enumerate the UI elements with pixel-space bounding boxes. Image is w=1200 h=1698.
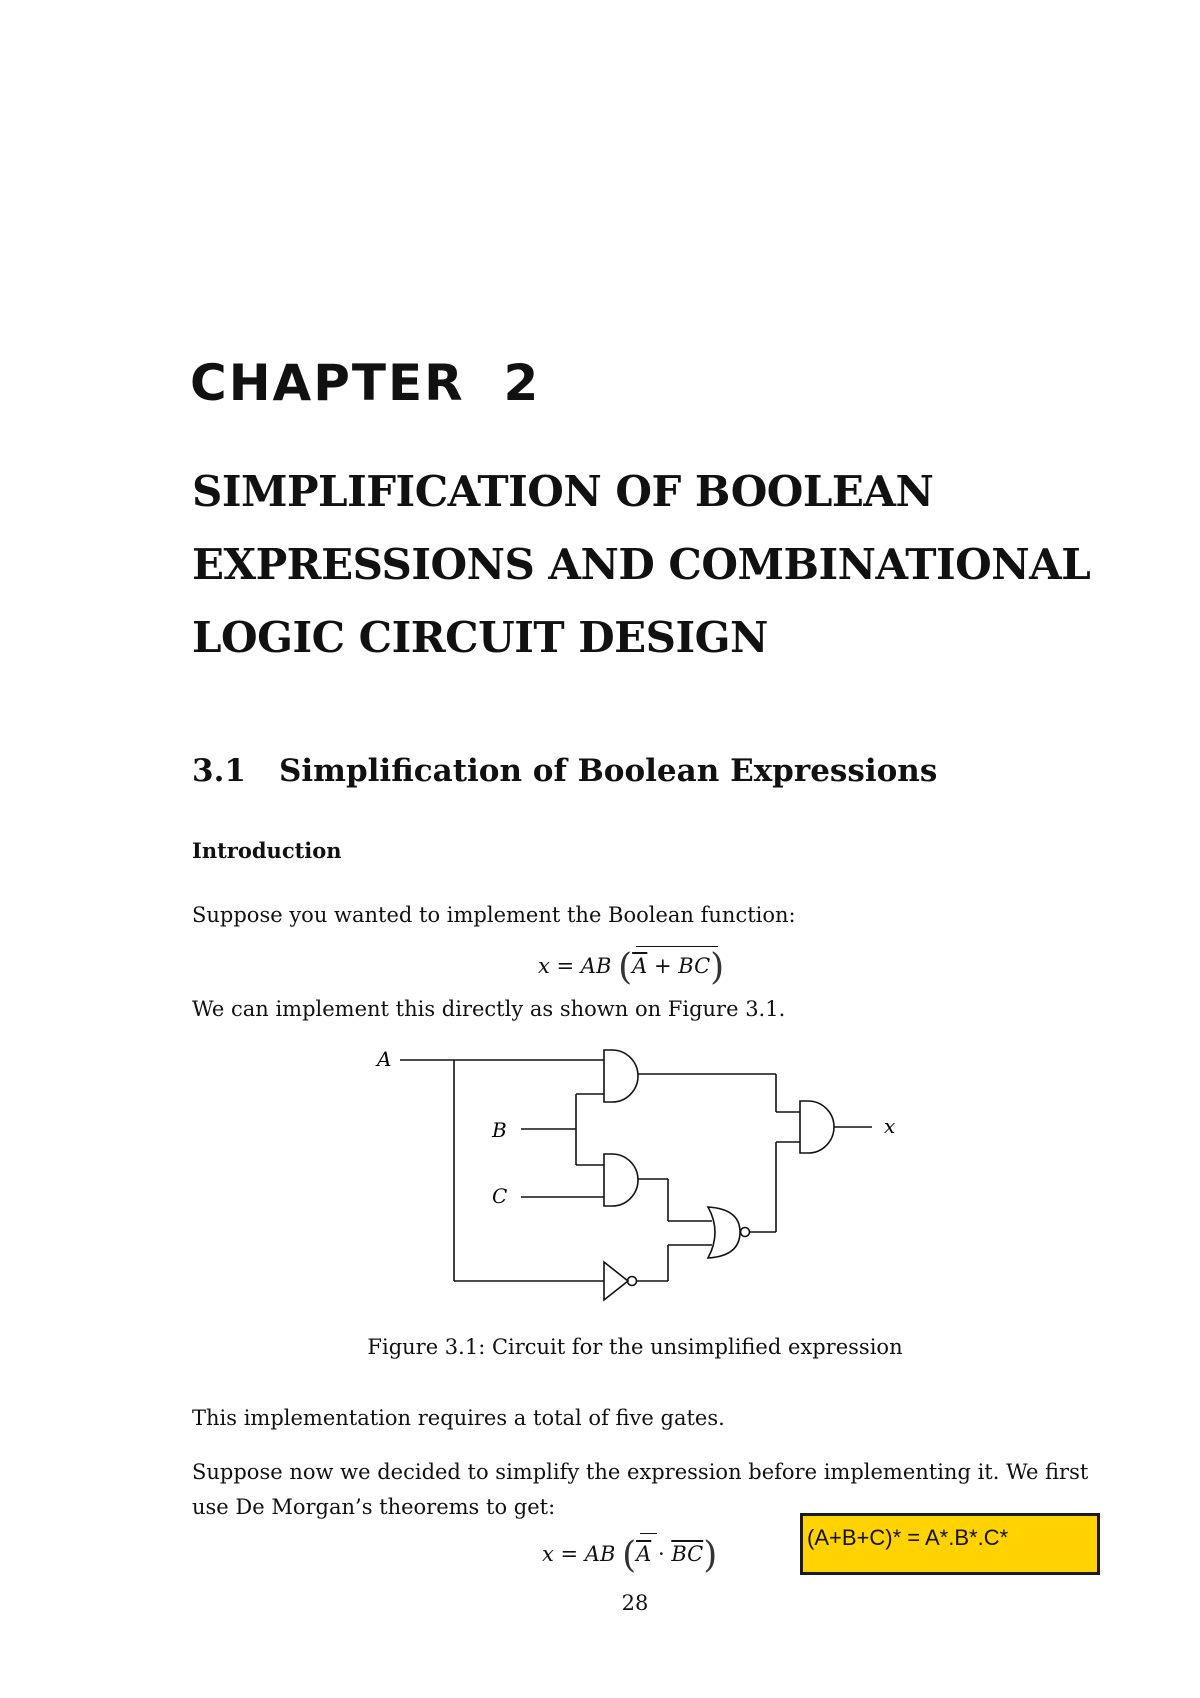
section-title: Simplification of Boolean Expressions bbox=[279, 753, 938, 789]
subheading-introduction: Introduction bbox=[192, 838, 342, 863]
equation2-double-overline bbox=[640, 1533, 657, 1534]
paragraph-figure-ref: We can implement this directly as shown on Figure 3.1. bbox=[192, 997, 786, 1021]
page-number: 28 bbox=[621, 1591, 649, 1615]
paragraph-gate-count: This implementation requires a total of five gates. bbox=[192, 1406, 725, 1430]
not-gate bbox=[604, 1262, 628, 1300]
paragraph-simplify-line-2: use De Morgan’s theorems to get: bbox=[192, 1495, 556, 1519]
and-gate-1 bbox=[604, 1050, 638, 1102]
section-number: 3.1 bbox=[192, 753, 246, 789]
equation-term-a-bar: $\overline{A}$ bbox=[632, 954, 648, 978]
label-a: A bbox=[377, 1047, 392, 1071]
right-paren: ) bbox=[710, 947, 725, 988]
equation-demorgan bbox=[542, 1535, 718, 1576]
right-paren-2: ) bbox=[703, 1535, 718, 1576]
annotation-box: (A+B+C)* = A*.B*.C* bbox=[800, 1513, 1100, 1575]
label-c: C bbox=[492, 1184, 508, 1208]
equation-plus: + bbox=[647, 954, 679, 978]
nor-gate bbox=[708, 1207, 740, 1258]
equation2-term-a-bar: $\overline{A}$ bbox=[636, 1542, 652, 1566]
chapter-title-line-3: LOGIC CIRCUIT DESIGN bbox=[192, 613, 768, 662]
equation-lhs: x = AB bbox=[538, 954, 612, 978]
and-gate-final bbox=[800, 1101, 834, 1153]
figure-caption: Figure 3.1: Circuit for the unsimplified expression bbox=[367, 1335, 903, 1359]
paragraph-intro: Suppose you wanted to implement the Boolean function: bbox=[192, 903, 796, 927]
label-b: B bbox=[492, 1118, 507, 1142]
chapter-title-line-2: EXPRESSIONS AND COMBINATIONAL bbox=[192, 540, 1091, 589]
chapter-label: CHAPTER 2 bbox=[190, 354, 541, 412]
equation2-term-bc-bar: $\overline{BC}$ bbox=[671, 1542, 704, 1566]
paragraph-simplify-line-1: Suppose now we decided to simplify the expression before implementing it. We first bbox=[192, 1460, 1089, 1484]
left-paren: ( bbox=[618, 947, 633, 988]
equation2-lhs: x = AB bbox=[542, 1542, 616, 1566]
equation2-dot: · bbox=[651, 1542, 672, 1566]
nor-bubble bbox=[741, 1228, 750, 1237]
equation-term-bc: BC bbox=[678, 954, 711, 978]
chapter-title-line-1: SIMPLIFICATION OF BOOLEAN bbox=[192, 467, 934, 516]
and-gate-2 bbox=[604, 1154, 638, 1206]
left-paren-2: ( bbox=[622, 1535, 637, 1576]
label-x: x bbox=[884, 1114, 896, 1138]
